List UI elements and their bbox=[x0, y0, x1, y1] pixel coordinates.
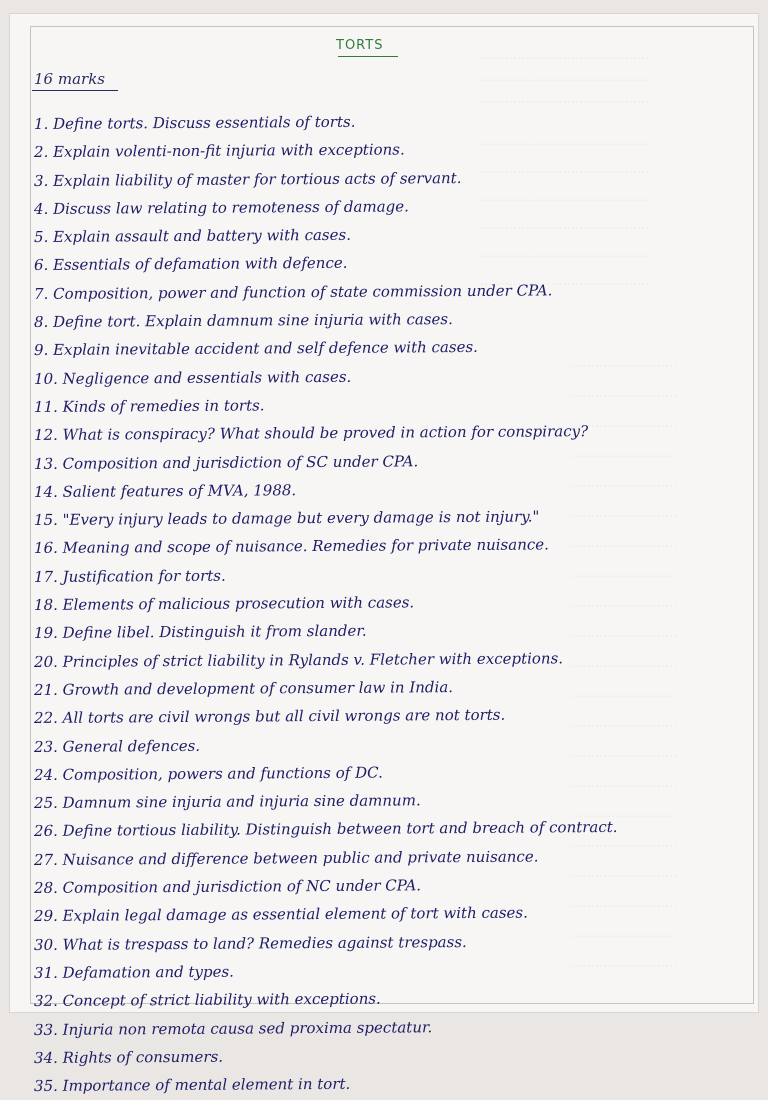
list-item: 33. Injuria non remota causa sed proxima spectatur. bbox=[33, 1017, 433, 1039]
list-item: 8. Define tort. Explain damnum sine injuria with cases. bbox=[33, 310, 453, 332]
list-item: 20. Principles of strict liability in Rylands v. Fletcher with exceptions. bbox=[33, 648, 564, 671]
list-item: 27. Nuisance and difference between public and private nuisance. bbox=[33, 847, 539, 869]
list-item: 25. Damnum sine injuria and injuria sine damnum. bbox=[33, 791, 421, 813]
page-title: TORTS bbox=[336, 38, 384, 53]
list-item: 4. Discuss law relating to remoteness of damage. bbox=[33, 197, 409, 218]
list-item: 26. Define tortious liability. Distinguish between tort and breach of contract. bbox=[33, 818, 618, 841]
list-item: 11. Kinds of remedies in torts. bbox=[33, 396, 265, 416]
list-item: 30. What is trespass to land? Remedies against trespass. bbox=[33, 932, 467, 954]
list-item: 24. Composition, powers and functions of DC. bbox=[33, 763, 383, 784]
title-underline bbox=[338, 56, 398, 57]
bleed-through-text: ......................................... ......................................... ......................................... ......................................... ......................................... ......................................... ......................................... ......................................... ......................................... .......................... .......................... .......................... .......................... .......................... .......................... .......................... .......................... .......................... .......................... .......................... .......................... .......................... .......................... .......................... .......................... .......................... .......................... .......................... .......................... .......................... bbox=[480, 48, 678, 971]
list-item: 23. General defences. bbox=[33, 736, 201, 756]
list-item: 3. Explain liability of master for tortious acts of servant. bbox=[33, 168, 462, 190]
list-item: 35. Importance of mental element in tort. bbox=[33, 1074, 351, 1096]
list-item: 28. Composition and jurisdiction of NC under CPA. bbox=[33, 876, 422, 898]
list-item: 13. Composition and jurisdiction of SC under CPA. bbox=[33, 451, 419, 473]
list-item: 5. Explain assault and battery with cases. bbox=[33, 225, 351, 247]
list-item: 17. Justification for torts. bbox=[33, 566, 226, 586]
list-item: 19. Define libel. Distinguish it from slander. bbox=[33, 622, 367, 643]
list-item: 10. Negligence and essentials with cases. bbox=[33, 367, 352, 388]
list-item: 2. Explain volenti-non-fit injuria with exceptions. bbox=[33, 140, 405, 162]
list-item: 22. All torts are civil wrongs but all civil wrongs are not torts. bbox=[33, 705, 506, 728]
notebook-page bbox=[10, 14, 758, 1096]
list-item: 15. "Every injury leads to damage but every damage is not injury." bbox=[33, 507, 540, 530]
list-item: 12. What is conspiracy? What should be proved in action for conspiracy? bbox=[33, 422, 589, 445]
list-item: 7. Composition, power and function of state commission under CPA. bbox=[33, 281, 553, 303]
list-item: 6. Essentials of defamation with defence. bbox=[33, 254, 348, 275]
list-item: 32. Concept of strict liability with exceptions. bbox=[33, 989, 381, 1011]
list-item: 9. Explain inevitable accident and self defence with cases. bbox=[33, 338, 478, 360]
list-item: 21. Growth and development of consumer law in India. bbox=[33, 678, 454, 699]
list-item: 29. Explain legal damage as essential element of tort with cases. bbox=[33, 903, 528, 926]
marks-heading: 16 marks bbox=[34, 70, 105, 88]
list-item: 1. Define torts. Discuss essentials of torts. bbox=[33, 112, 356, 133]
list-item: 34. Rights of consumers. bbox=[33, 1047, 224, 1067]
list-item: 18. Elements of malicious prosecution with cases. bbox=[33, 593, 415, 615]
marks-underline bbox=[32, 90, 118, 91]
question-list bbox=[34, 110, 734, 1100]
list-item: 31. Defamation and types. bbox=[33, 962, 234, 982]
list-item: 16. Meaning and scope of nuisance. Remedies for private nuisance. bbox=[33, 535, 549, 558]
list-item: 14. Salient features of MVA, 1988. bbox=[33, 481, 297, 501]
